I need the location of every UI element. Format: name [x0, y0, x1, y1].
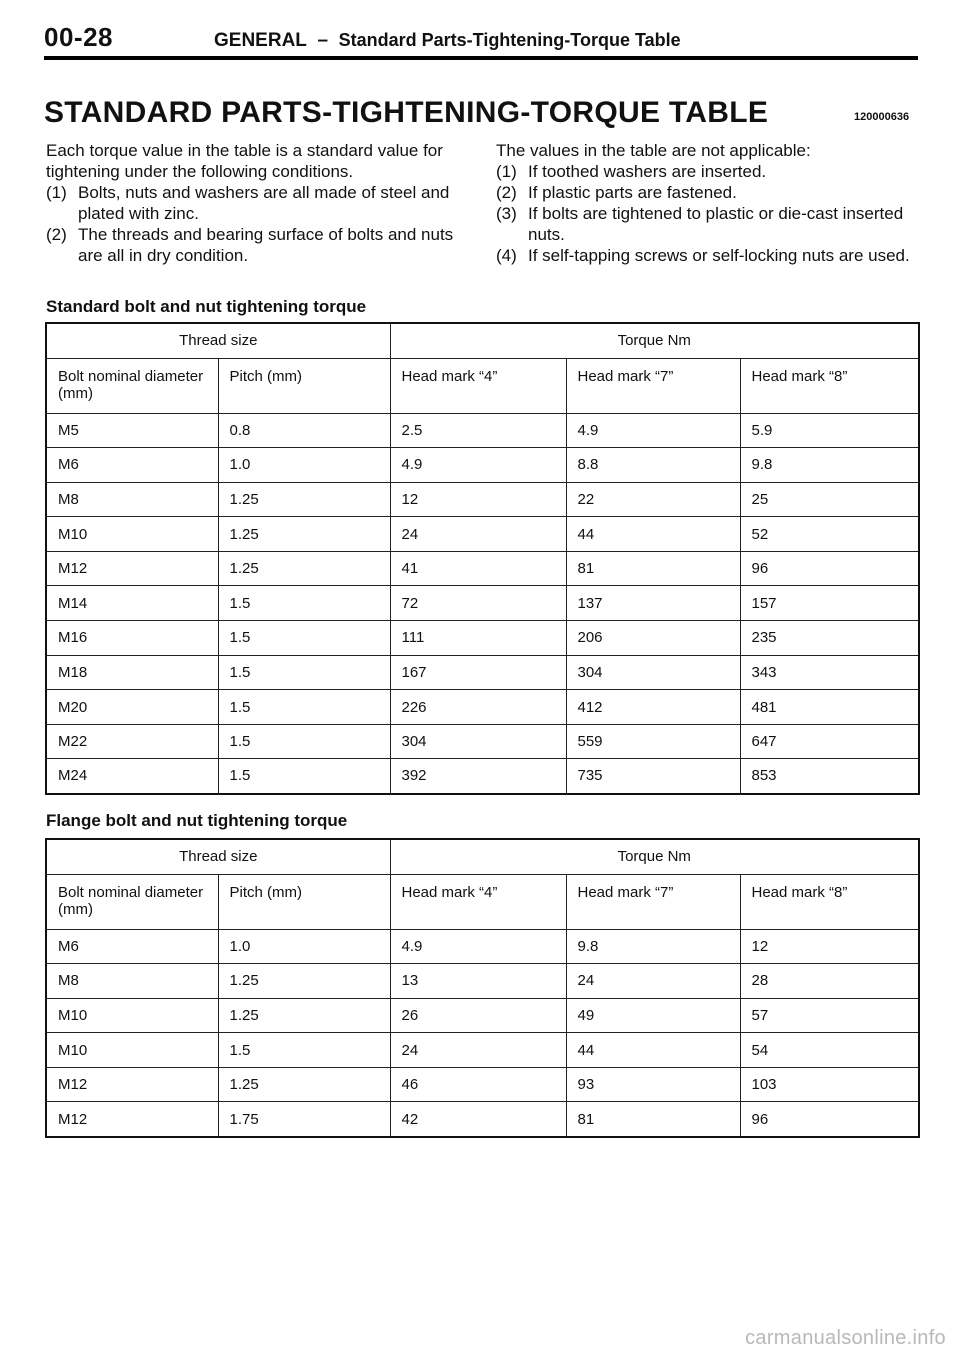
table-cell: 853 [740, 759, 919, 794]
table-cell: 559 [566, 724, 740, 759]
section-title [214, 30, 681, 52]
column-header: Head mark “8” [740, 874, 919, 929]
table-row [46, 448, 919, 483]
exception-item [496, 245, 918, 266]
table-cell: 81 [566, 1102, 740, 1137]
exception-text: If bolts are tightened to plastic or die-cast inserted nuts. [528, 204, 904, 244]
table-cell: 1.5 [218, 724, 390, 759]
intro-left-text: Each torque value in the table is a standard value for tightening under the following conditions. [46, 141, 443, 181]
torque-header: Torque Nm [390, 839, 919, 874]
column-header: Bolt nominal diameter (mm) [46, 874, 218, 929]
table-cell: 1.25 [218, 964, 390, 999]
table-row [46, 482, 919, 517]
table-cell: 1.0 [218, 448, 390, 483]
exception-item [496, 182, 918, 203]
table-row [46, 1033, 919, 1068]
table-row [46, 964, 919, 999]
table-cell: 44 [566, 517, 740, 552]
table-cell: 44 [566, 1033, 740, 1068]
column-header: Head mark “4” [390, 358, 566, 413]
thread-size-header: Thread size [46, 323, 390, 358]
table-cell: M12 [46, 1102, 218, 1137]
exception-number: (1) [496, 162, 517, 181]
table-cell: 1.25 [218, 482, 390, 517]
table-cell: 392 [390, 759, 566, 794]
condition-number: (1) [46, 183, 67, 202]
table-cell: M8 [46, 482, 218, 517]
table-cell: 0.8 [218, 413, 390, 448]
group-header-row [46, 839, 919, 874]
thread-size-header: Thread size [46, 839, 390, 874]
table-row [46, 1067, 919, 1102]
table-cell: 96 [740, 1102, 919, 1137]
exception-item [496, 203, 918, 245]
table-cell: M10 [46, 517, 218, 552]
table-cell: 9.8 [740, 448, 919, 483]
main-title: STANDARD PARTS-TIGHTENING-TORQUE TABLE [44, 96, 769, 129]
table-cell: 49 [566, 998, 740, 1033]
table-cell: 647 [740, 724, 919, 759]
table-cell: 42 [390, 1102, 566, 1137]
condition-text: Bolts, nuts and washers are all made of steel and plated with zinc. [78, 183, 450, 223]
column-header: Head mark “7” [566, 358, 740, 413]
table-row [46, 929, 919, 964]
table-cell: M8 [46, 964, 218, 999]
table-cell: 206 [566, 621, 740, 656]
standard-table-title: Standard bolt and nut tightening torque [46, 297, 367, 316]
table-cell: 1.5 [218, 759, 390, 794]
exception-text: If plastic parts are fastened. [528, 183, 737, 202]
table-cell: 137 [566, 586, 740, 621]
table-cell: M12 [46, 1067, 218, 1102]
flange-table-title: Flange bolt and nut tightening torque [46, 811, 348, 830]
condition-item [46, 224, 466, 266]
column-header: Pitch (mm) [218, 874, 390, 929]
page-number: 00-28 [44, 22, 113, 52]
table-row [46, 655, 919, 690]
table-row [46, 724, 919, 759]
exception-text: If self-tapping screws or self-locking nuts are used. [528, 246, 910, 265]
table-cell: 25 [740, 482, 919, 517]
table-cell: M6 [46, 448, 218, 483]
column-header: Head mark “8” [740, 358, 919, 413]
page-header [44, 22, 918, 60]
table-row [46, 690, 919, 725]
section-separator: – [317, 30, 329, 51]
table-cell: 1.25 [218, 551, 390, 586]
table-row [46, 1102, 919, 1137]
table-cell: 41 [390, 551, 566, 586]
table-row [46, 413, 919, 448]
table-cell: 343 [740, 655, 919, 690]
column-header: Head mark “4” [390, 874, 566, 929]
flange-torque-table [45, 838, 920, 1138]
table-cell: 24 [566, 964, 740, 999]
column-header: Head mark “7” [566, 874, 740, 929]
table-cell: 4.9 [390, 929, 566, 964]
table-cell: 4.9 [390, 448, 566, 483]
table-cell: 46 [390, 1067, 566, 1102]
section-name: GENERAL [214, 30, 307, 51]
table-cell: 304 [390, 724, 566, 759]
table-cell: 167 [390, 655, 566, 690]
table-cell: 2.5 [390, 413, 566, 448]
exception-item [496, 161, 918, 182]
table-cell: M20 [46, 690, 218, 725]
table-cell: 1.5 [218, 655, 390, 690]
table-cell: 12 [740, 929, 919, 964]
table-cell: 157 [740, 586, 919, 621]
table-cell: 5.9 [740, 413, 919, 448]
table-cell: 481 [740, 690, 919, 725]
exception-text: If toothed washers are inserted. [528, 162, 767, 181]
table-cell: 1.25 [218, 998, 390, 1033]
table-cell: 24 [390, 1033, 566, 1068]
table-cell: 304 [566, 655, 740, 690]
table-cell: 103 [740, 1067, 919, 1102]
column-header: Pitch (mm) [218, 358, 390, 413]
table-cell: M6 [46, 929, 218, 964]
table-cell: 8.8 [566, 448, 740, 483]
exception-number: (2) [496, 183, 517, 202]
table-cell: 235 [740, 621, 919, 656]
table-cell: 412 [566, 690, 740, 725]
table-row [46, 759, 919, 794]
exception-number: (4) [496, 246, 517, 265]
table-cell: 9.8 [566, 929, 740, 964]
standard-torque-table [45, 322, 920, 795]
group-header-row [46, 323, 919, 358]
table-cell: 24 [390, 517, 566, 552]
table-cell: 1.75 [218, 1102, 390, 1137]
table-cell: M12 [46, 551, 218, 586]
table-cell: 1.5 [218, 586, 390, 621]
exception-number: (3) [496, 204, 517, 223]
table-cell: M10 [46, 1033, 218, 1068]
condition-item [46, 182, 466, 224]
table-cell: 1.0 [218, 929, 390, 964]
table-row [46, 621, 919, 656]
condition-text: The threads and bearing surface of bolts and nuts are all in dry condition. [78, 225, 454, 265]
column-header-row [46, 358, 919, 413]
table-cell: 1.25 [218, 517, 390, 552]
table-cell: 735 [566, 759, 740, 794]
table-cell: 1.5 [218, 690, 390, 725]
table-cell: 4.9 [566, 413, 740, 448]
table-cell: M22 [46, 724, 218, 759]
intro-exceptions [496, 140, 918, 266]
table-cell: M10 [46, 998, 218, 1033]
table-cell: 22 [566, 482, 740, 517]
table-row [46, 517, 919, 552]
table-cell: 81 [566, 551, 740, 586]
table-cell: M5 [46, 413, 218, 448]
table-cell: 28 [740, 964, 919, 999]
table-cell: 12 [390, 482, 566, 517]
table-cell: 96 [740, 551, 919, 586]
table-cell: 1.25 [218, 1067, 390, 1102]
table-cell: 111 [390, 621, 566, 656]
intro-conditions [46, 140, 466, 266]
table-cell: 57 [740, 998, 919, 1033]
table-cell: 226 [390, 690, 566, 725]
table-cell: M18 [46, 655, 218, 690]
table-cell: 26 [390, 998, 566, 1033]
watermark: carmanualsonline.info [745, 1327, 946, 1349]
table-cell: M16 [46, 621, 218, 656]
table-cell: 93 [566, 1067, 740, 1102]
table-cell: M14 [46, 586, 218, 621]
table-cell: 1.5 [218, 621, 390, 656]
torque-header: Torque Nm [390, 323, 919, 358]
table-cell: 1.5 [218, 1033, 390, 1068]
intro-right-text: The values in the table are not applicable: [496, 141, 811, 160]
condition-number: (2) [46, 225, 67, 244]
table-cell: 52 [740, 517, 919, 552]
table-row [46, 998, 919, 1033]
subsection-name: Standard Parts-Tightening-Torque Table [338, 30, 681, 50]
table-cell: 54 [740, 1033, 919, 1068]
table-row [46, 551, 919, 586]
document-code: 120000636 [854, 111, 910, 123]
table-cell: M24 [46, 759, 218, 794]
table-cell: 13 [390, 964, 566, 999]
column-header: Bolt nominal diameter (mm) [46, 358, 218, 413]
column-header-row [46, 874, 919, 929]
table-row [46, 586, 919, 621]
table-cell: 72 [390, 586, 566, 621]
